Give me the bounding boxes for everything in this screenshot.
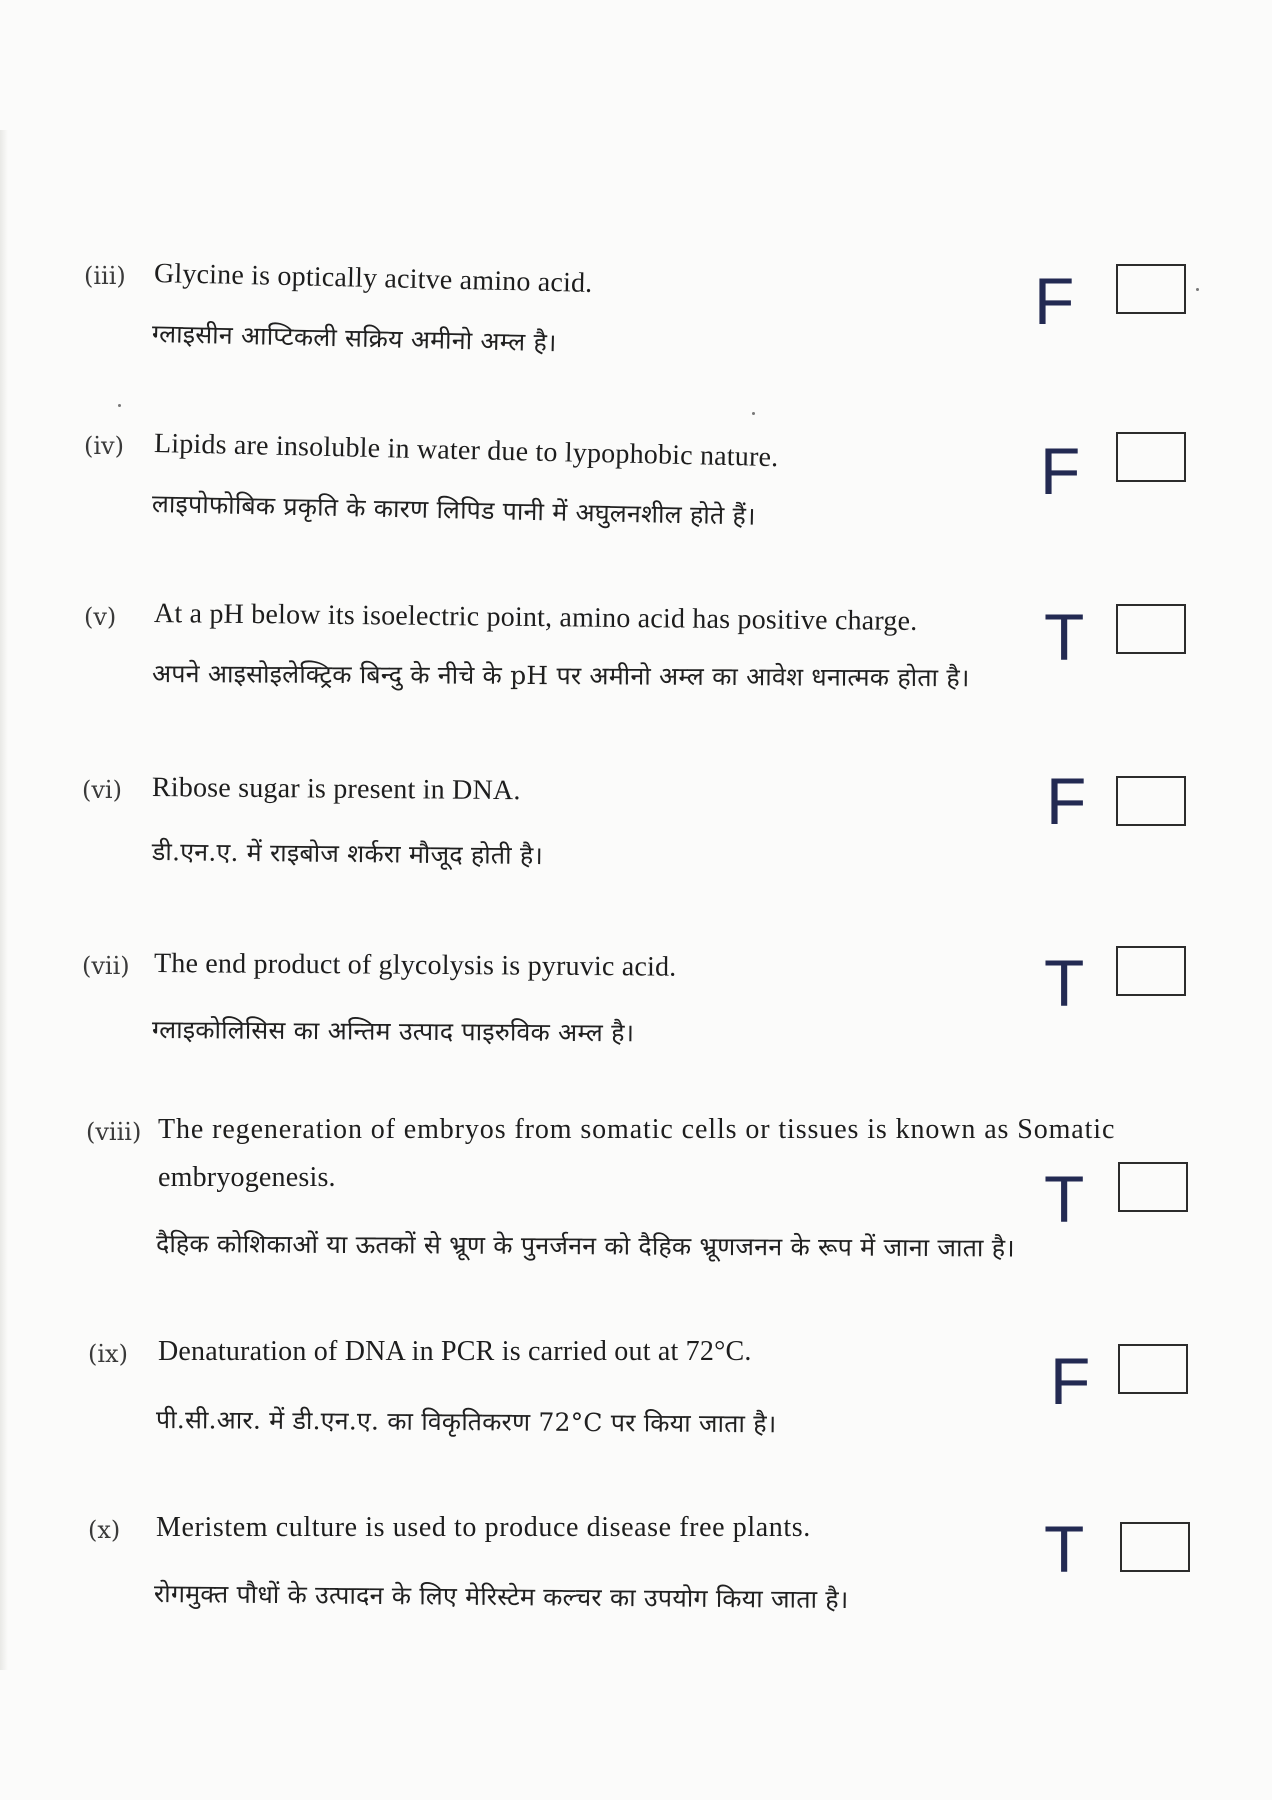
page-edge-shadow: [0, 130, 8, 1670]
question-number: (iii): [84, 262, 126, 290]
question-text-hindi: ग्लाइसीन आप्टिकली सक्रिय अमीनो अम्ल है।: [151, 319, 558, 358]
handwritten-answer: T: [1044, 946, 1085, 1020]
handwritten-answer: F: [1034, 264, 1075, 338]
handwritten-answer: F: [1040, 434, 1081, 508]
answer-box[interactable]: [1118, 1344, 1188, 1394]
question-number: (vii): [82, 952, 130, 980]
handwritten-answer: T: [1044, 600, 1085, 674]
question-number: (ix): [88, 1340, 128, 1368]
question-text-english: Ribose sugar is present in DNA.: [151, 772, 521, 807]
question-text-hindi: दैहिक कोशिकाओं या ऊतकों से भ्रूण के पुनर्जनन को दैहिक भ्रूणजनन के रूप में जाना जाता है।: [155, 1229, 1015, 1263]
question-text-english: Denaturation of DNA in PCR is carried out at 72°C.: [158, 1336, 752, 1367]
question-number: (vi): [82, 776, 122, 804]
question-text-english: The regeneration of embryos from somatic cells or tissues is known as Somatic: [158, 1114, 1116, 1145]
scan-speck: [1196, 288, 1199, 291]
answer-box[interactable]: [1116, 432, 1186, 482]
handwritten-answer: T: [1044, 1512, 1085, 1586]
question-text-english-continued: embryogenesis.: [158, 1162, 336, 1193]
answer-box[interactable]: [1116, 264, 1186, 314]
question-number: (iv): [84, 432, 124, 460]
question-number: (x): [88, 1516, 121, 1544]
answer-box[interactable]: [1118, 1162, 1188, 1212]
handwritten-answer: F: [1050, 1344, 1091, 1418]
question-text-hindi: अपने आइसोइलेक्ट्रिक बिन्दु के नीचे के pH पर अमीनो अम्ल का आवेश धनात्मक होता है।: [151, 659, 970, 693]
handwritten-answer: T: [1044, 1162, 1085, 1236]
question-text-english: At a pH below its isoelectric point, amino acid has positive charge.: [153, 598, 918, 637]
scan-speck: [752, 412, 755, 415]
question-text-hindi: ग्लाइकोलिसिस का अन्तिम उत्पाद पाइरुविक अम्ल है।: [151, 1015, 635, 1048]
answer-box[interactable]: [1120, 1522, 1190, 1572]
question-text-english: Lipids are insoluble in water due to lypophobic nature.: [153, 428, 779, 474]
question-text-hindi: डी.एन.ए. में राइबोज शर्करा मौजूद होती है।: [151, 837, 544, 871]
question-text-hindi: पी.सी.आर. में डी.एन.ए. का विकृतिकरण 72°C पर किया जाता है।: [155, 1405, 777, 1439]
question-text-english: Glycine is optically acitve amino acid.: [153, 258, 593, 299]
handwritten-answer: F: [1046, 764, 1087, 838]
answer-box[interactable]: [1116, 776, 1186, 826]
question-text-english: Meristem culture is used to produce disease free plants.: [156, 1512, 811, 1543]
scan-speck: [118, 404, 121, 407]
question-text-hindi: लाइपोफोबिक प्रकृति के कारण लिपिड पानी में अघुलनशील होते हैं।: [151, 489, 757, 531]
question-number: (v): [84, 603, 117, 631]
answer-box[interactable]: [1116, 946, 1186, 996]
answer-box[interactable]: [1116, 604, 1186, 654]
question-text-english: The end product of glycolysis is pyruvic acid.: [153, 948, 677, 983]
question-number: (viii): [86, 1118, 142, 1146]
question-text-hindi: रोगमुक्त पौधों के उत्पादन के लिए मेरिस्टेम कल्चर का उपयोग किया जाता है।: [153, 1579, 849, 1615]
